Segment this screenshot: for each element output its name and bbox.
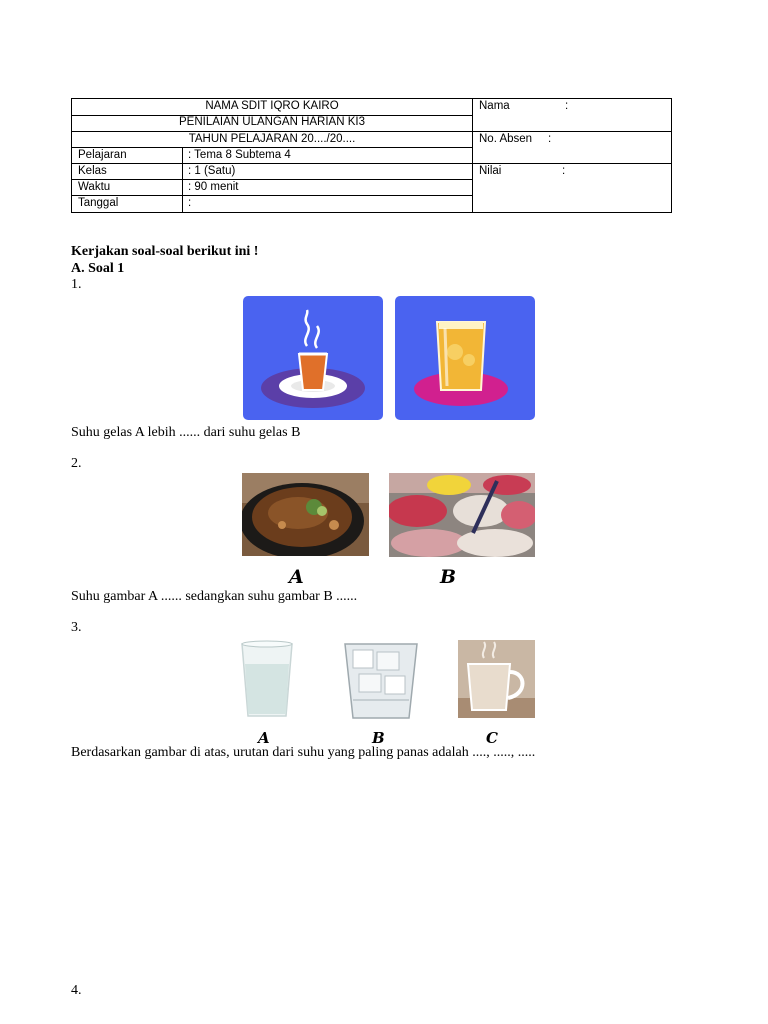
divider xyxy=(72,179,472,180)
question-number: 4. xyxy=(71,983,82,998)
nilai-colon: : xyxy=(562,165,566,177)
divider xyxy=(472,163,672,164)
divider xyxy=(182,147,183,212)
label-a: A xyxy=(289,566,304,588)
nama-colon: : xyxy=(565,100,569,112)
glass-water-image xyxy=(240,640,294,720)
question-text: Suhu gambar A ...... sedangkan suhu gambar B ...... xyxy=(71,589,358,604)
exam-title: PENILAIAN ULANGAN HARIAN KI3 xyxy=(179,116,365,128)
label-b: B xyxy=(372,729,385,747)
label-c: C xyxy=(486,729,498,747)
question-number: 2. xyxy=(71,456,82,471)
waktu-value: : 90 menit xyxy=(188,181,239,193)
tanggal-value: : xyxy=(188,197,192,209)
nama-label: Nama xyxy=(479,100,510,112)
iced-juice-image xyxy=(395,296,535,420)
header-table xyxy=(71,98,672,213)
instructions: Kerjakan soal-soal berikut ini ! xyxy=(71,244,259,259)
pelajaran-value: : Tema 8 Subtema 4 xyxy=(188,149,291,161)
section-title: A. Soal 1 xyxy=(71,261,125,276)
absen-label: No. Absen xyxy=(479,133,533,145)
question-text: Berdasarkan gambar di atas, urutan dari suhu yang paling panas adalah ...., ....., ..... xyxy=(71,745,536,760)
divider xyxy=(72,195,472,196)
nilai-label: Nilai xyxy=(479,165,502,177)
pelajaran-label: Pelajaran xyxy=(78,149,127,161)
waktu-label: Waktu xyxy=(78,181,111,193)
label-b: B xyxy=(440,566,457,588)
tanggal-label: Tanggal xyxy=(78,197,119,209)
school-name: NAMA SDIT IQRO KAIRO xyxy=(205,100,339,112)
divider xyxy=(72,163,472,164)
ice-water-image xyxy=(343,640,419,722)
ice-cream-image xyxy=(389,473,535,557)
school-year: TAHUN PELAJARAN 20..../20.... xyxy=(188,133,356,145)
absen-colon: : xyxy=(548,133,552,145)
question-number: 3. xyxy=(71,620,82,635)
kelas-label: Kelas xyxy=(78,165,107,177)
kelas-value: : 1 (Satu) xyxy=(188,165,236,177)
label-a: A xyxy=(258,729,270,747)
question-text: Suhu gelas A lebih ...... dari suhu gelas B xyxy=(71,425,301,440)
hot-tea-image xyxy=(243,296,383,420)
warm-drink-image xyxy=(458,640,535,718)
question-number: 1. xyxy=(71,277,82,292)
divider xyxy=(472,99,473,212)
hot-soup-image xyxy=(242,473,369,556)
